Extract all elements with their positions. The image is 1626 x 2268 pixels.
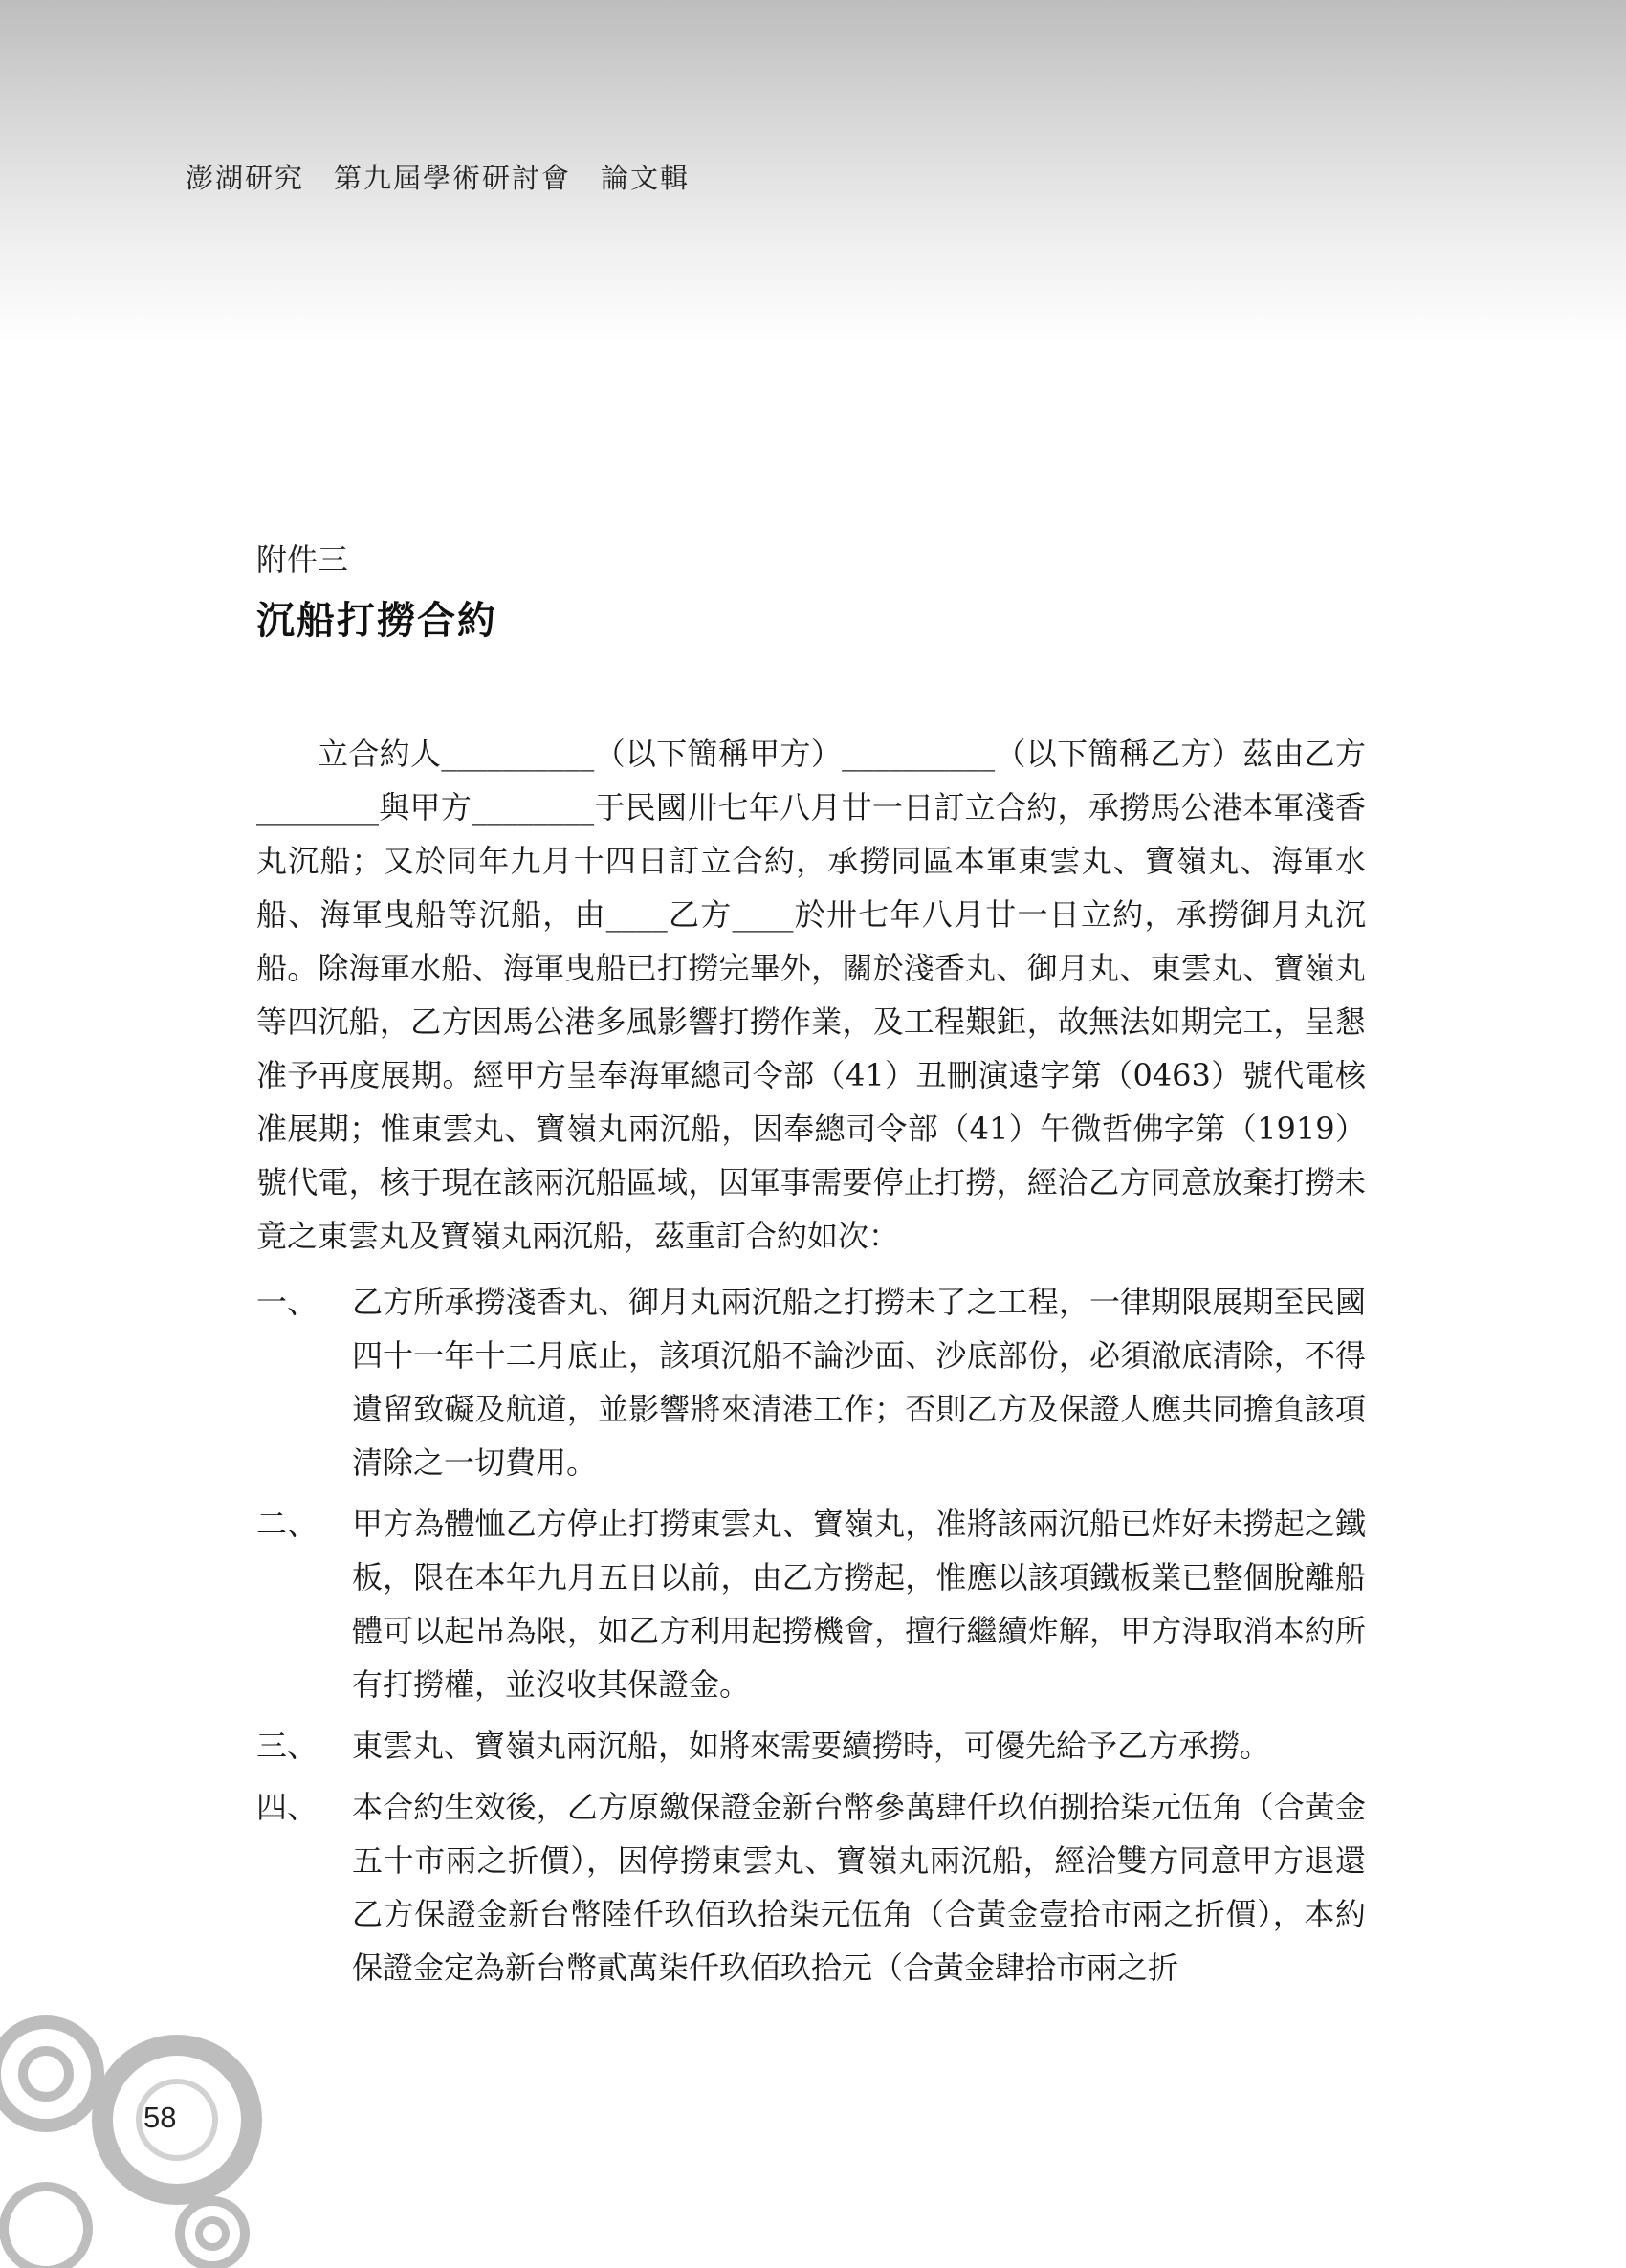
clause-item	[256, 1275, 1366, 1489]
deco-circle-left	[0, 2022, 98, 2125]
clause-item	[256, 1780, 1366, 1994]
deco-circle-bottom-right	[180, 2201, 245, 2266]
document-title: 沉船打撈合約	[256, 598, 497, 643]
clause-text: 本合約生效後，乙方原繳保證金新台幣參萬肆仟玖佰捌拾柒元伍角（合黃金五十市兩之折價），因停撈東雲丸、寶嶺丸兩沉船，經洽雙方同意甲方退還乙方保證金新台幣陸仟玖佰玖拾柒元伍角（合黃金壹拾市兩之折價），本約保證金定為新台幣貳萬柒仟玖佰玖拾元（合黃金肆拾市兩之折	[352, 1789, 1366, 1986]
appendix-label: 附件三	[256, 541, 349, 578]
clause-number: 四、	[256, 1789, 319, 1825]
clause-number: 二、	[256, 1506, 319, 1542]
page-number: 58	[143, 2101, 177, 2134]
clause-text: 東雲丸、寶嶺丸兩沉船，如將來需要續撈時，可優先給予乙方承撈。	[352, 1728, 1271, 1764]
clause-text: 乙方所承撈淺香丸、御月丸兩沉船之打撈未了之工程，一律期限展期至民國四十一年十二月底止，該項沉船不論沙面、沙底部份，必須澈底清除，不得遺留致礙及航道，並影響將來清港工作；否則乙方及保證人應共同擔負該項清除之一切費用。	[352, 1284, 1366, 1481]
preamble-paragraph: 立合約人__________（以下簡稱甲方）__________（以下簡稱乙方）茲由乙方________與甲方________于民國卅七年八月廿一日訂立合約，承撈馬公港本軍淺香丸沉船；又於同年九月十四日訂立合約，承撈同區本軍東雲丸、寶嶺丸、海軍水船、海軍曳船等沉船，由____乙方____於卅七年八月廿一日立約，承撈御月丸沉船。除海軍水船、海軍曳船已打撈完畢外，關於淺香丸、御月丸、東雲丸、寶嶺丸等四沉船，乙方因馬公港多風影響打撈作業，及工程艱鉅，故無法如期完工，呈懇准予再度展期。經甲方呈奉海軍總司令部（41）丑刪演遠字第（0463）號代電核准展期；惟東雲丸、寶嶺丸兩沉船，因奉總司令部（41）午微哲佛字第（1919）號代電，核于現在該兩沉船區域，因軍事需要停止打撈，經洽乙方同意放棄打撈未竟之東雲丸及寶嶺丸兩沉船，茲重訂合約如次：	[256, 736, 1366, 1254]
running-header-title: 澎湖研究 第九屆學術研討會 論文輯	[186, 162, 691, 194]
deco-circle-left-inner	[23, 2051, 69, 2097]
clause-list	[256, 1275, 1366, 2002]
clause-number: 一、	[256, 1284, 319, 1320]
clause-item	[256, 1497, 1366, 1711]
clause-text: 甲方為體恤乙方停止打撈東雲丸、寶嶺丸，准將該兩沉船已炸好未撈起之鐵板，限在本年九月五日以前，由乙方撈起，惟應以該項鐵板業已整個脫離船體可以起吊為限，如乙方利用起撈機會，擅行繼續炸解，甲方淂取消本約所有打撈權，並沒收其保證金。	[352, 1506, 1366, 1703]
deco-circle-large	[102, 2045, 252, 2194]
clause-number: 三、	[256, 1728, 319, 1764]
deco-circle-bottom-right-inner	[199, 2220, 226, 2247]
deco-circle-bottom-left	[4, 2187, 88, 2268]
clause-item	[256, 1719, 1366, 1773]
